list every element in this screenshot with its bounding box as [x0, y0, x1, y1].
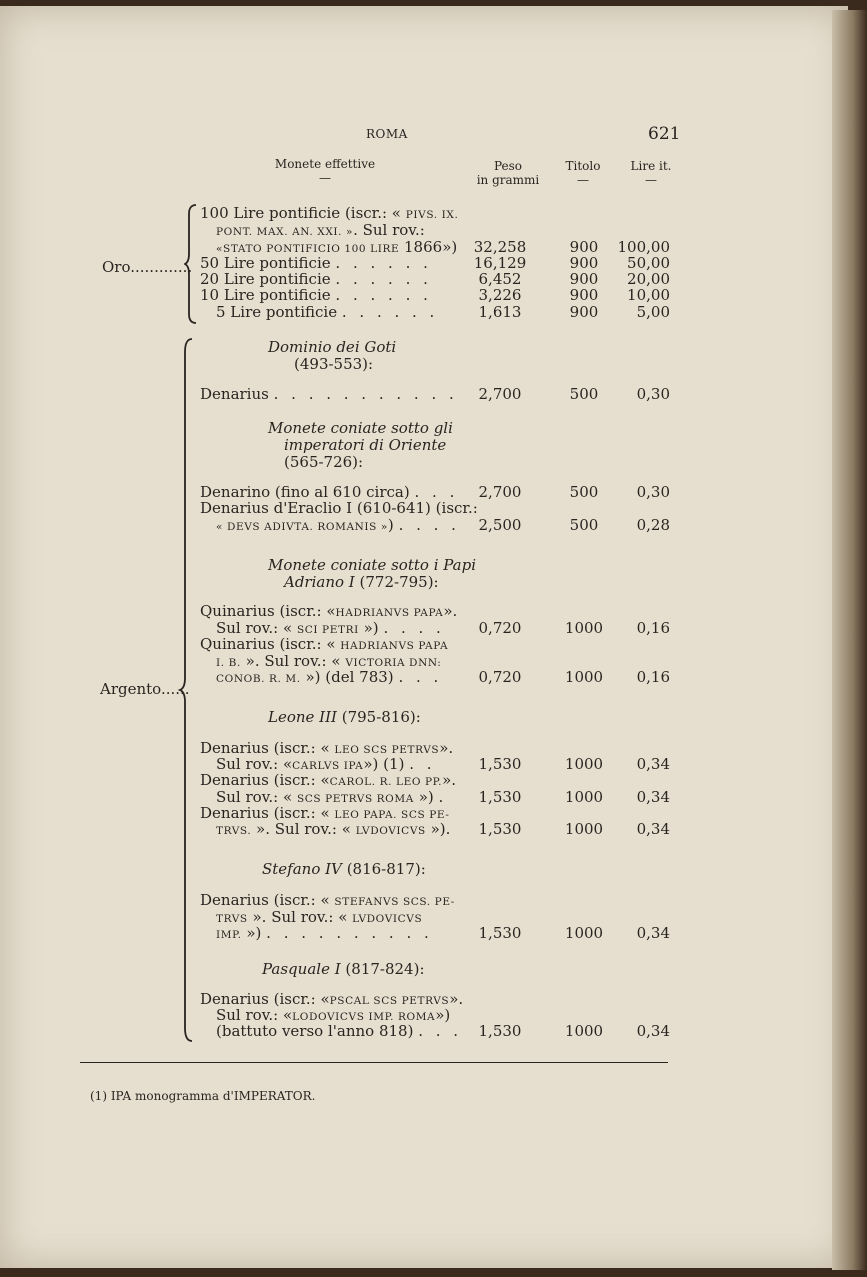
leone-row-5: Denarius (iscr.: « LEO PAPA. SCS PE-: [200, 804, 450, 822]
goti-row-1: Denarius . . . . . . . . . . . 2,700 500 0,30: [200, 385, 670, 403]
adriano-row-1: Quinarius (iscr.: «HADRIANVS PAPA».: [200, 602, 458, 620]
pasquale-row-1: Denarius (iscr.: «PSCAL SCS PETRVS».: [200, 990, 464, 1008]
section-pasquale-title: Pasquale I (817-824):: [262, 960, 425, 978]
section-oriente-line1: Monete coniate sotto gli: [268, 419, 453, 437]
leone-row-3: Denarius (iscr.: «CAROL. R. LEO PP.».: [200, 771, 457, 789]
oro-row-4: 50 Lire pontificie . . . . . . 16,129 900 50,00: [200, 254, 670, 272]
argento-label: Argento......: [100, 680, 190, 698]
stefano-row-3: IMP. ») . . . . . . . . . . 1,530 1000 0,34: [216, 924, 670, 942]
section-adriano-line2: Adriano I (772-795):: [284, 573, 439, 591]
oro-row-2: PONT. MAX. AN. XXI. ». Sul rov.:: [216, 221, 425, 239]
col-header-lire: Lire it. —: [630, 159, 672, 187]
col-header-monete: Monete effettive —: [274, 157, 376, 185]
section-adriano-line1: Monete coniate sotto i Papi: [268, 556, 477, 574]
stefano-row-1: Denarius (iscr.: « STEFANVS SCS. PE-: [200, 891, 455, 909]
section-oriente-dates: (565-726):: [284, 453, 364, 471]
leone-row-1: Denarius (iscr.: « LEO SCS PETRVS».: [200, 739, 454, 757]
oriente-row-2: Denarius d'Eraclio I (610-641) (iscr.:: [200, 499, 478, 517]
footnote: (1) IPA monogramma d'IMPERATOR.: [90, 1089, 316, 1103]
col-header-titolo: Titolo —: [565, 159, 601, 187]
col-header-peso: Peso in grammi: [476, 159, 540, 187]
oriente-row-3: « DEVS ADIVTA. ROMANIS ») . . . . 2,500 500 0,28: [216, 516, 670, 534]
oriente-row-1: Denarino (fino al 610 circa) . . . 2,700 500 0,30: [200, 483, 670, 501]
oro-row-6: 10 Lire pontificie . . . . . . 3,226 900 10,00: [200, 286, 670, 304]
running-title: ROMA: [366, 127, 408, 141]
leone-row-4: Sul rov.: « SCS PETRVS ROMA ») . 1,530 1000 0,34: [216, 788, 670, 806]
pasquale-row-3: (battuto verso l'anno 818) . . . 1,530 1000 0,34: [216, 1022, 670, 1040]
section-leone-title: Leone III (795-816):: [268, 708, 421, 726]
section-oriente-line2: imperatori di Oriente: [284, 436, 447, 454]
adriano-row-5: CONOB. R. M. ») (del 783) . . . 0,720 1000 0,16: [216, 668, 670, 686]
footnote-rule: [80, 1062, 668, 1063]
section-goti-title: Dominio dei Goti: [268, 338, 397, 356]
oro-row-1: 100 Lire pontificie (iscr.: « PIVS. IX.: [200, 204, 459, 222]
page-number: 621: [648, 124, 681, 144]
oro-row-7: 5 Lire pontificie . . . . . . 1,613 900 5,00: [216, 303, 670, 321]
section-stefano-title: Stefano IV (816-817):: [262, 860, 426, 878]
leone-row-2: Sul rov.: «CARLVS IPA») (1) . . 1,530 1000 0,34: [216, 755, 670, 773]
oro-row-5: 20 Lire pontificie . . . . . . 6,452 900 20,00: [200, 270, 670, 288]
adriano-row-4: I. B. ». Sul rov.: « VICTORIA DNN:: [216, 652, 442, 670]
stefano-row-2: TRVS ». Sul rov.: « LVDOVICVS: [216, 908, 423, 926]
oro-row-3: «STATO PONTIFICIO 100 LIRE 1866») 32,258 900 100,00: [216, 238, 670, 256]
pasquale-row-2: Sul rov.: «LODOVICVS IMP. ROMA»): [216, 1006, 451, 1024]
leone-row-6: TRVS. ». Sul rov.: « LVDOVICVS »). 1,530 1000 0,34: [216, 820, 670, 838]
adriano-row-2: Sul rov.: « SCI PETRI ») . . . . 0,720 1000 0,16: [216, 619, 670, 637]
oro-label: Oro.............: [102, 258, 193, 276]
adriano-row-3: Quinarius (iscr.: « HADRIANVS PAPA: [200, 635, 449, 653]
section-goti-dates: (493-553):: [294, 355, 374, 373]
